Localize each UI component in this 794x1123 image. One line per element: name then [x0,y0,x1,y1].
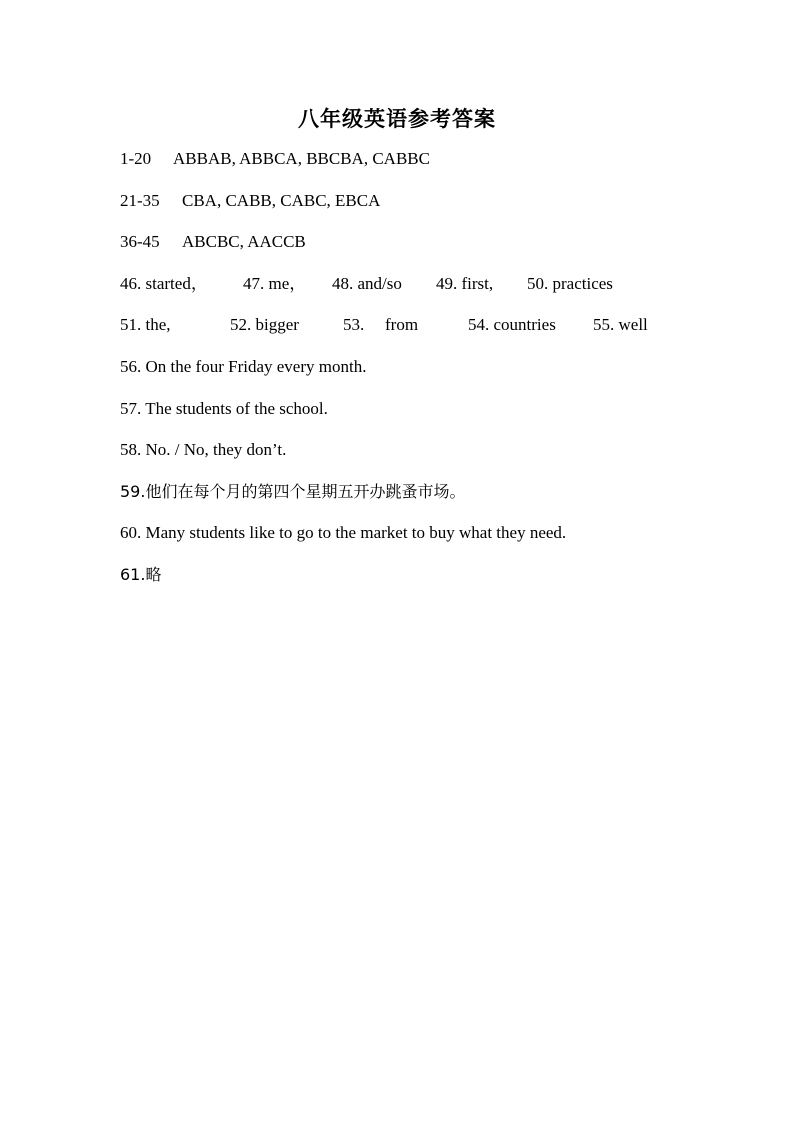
answer-line-57: 57. The students of the school. [120,399,328,418]
answer-line-61: 61.略 [120,565,162,584]
answer-50: 50. practices [527,274,613,293]
answer-text: ABCBC, AACCB [182,232,306,251]
answer-49: 49. first, [436,274,494,293]
answer-text: ABBAB, ABBCA, BBCBA, CABBC [173,149,430,168]
answer-48: 48. and/so [332,274,402,293]
answer-47: 47. me， [243,274,307,293]
answer-52: 52. bigger [230,315,299,334]
question-range: 1-20 [120,149,152,168]
answer-line-56: 56. On the four Friday every month. [120,357,367,376]
answer-55: 55. well [593,315,648,334]
question-range: 21-35 [120,191,160,210]
answer-line-60: 60. Many students like to go to the market to buy what they need. [120,523,567,542]
page-title: 八年级英语参考答案 [298,107,496,131]
answer-text: CBA, CABB, CABC, EBCA [182,191,381,210]
answer-53-word: from [385,315,419,334]
answer-53-number: 53. [343,315,365,334]
answer-46: 46. started， [120,274,208,293]
answer-51: 51. the, [120,315,171,334]
question-range: 36-45 [120,232,160,251]
answer-line-58: 58. No. / No, they don’t. [120,440,287,459]
answer-54: 54. countries [468,315,556,334]
answer-line-59: 59.他们在每个月的第四个星期五开办跳蚤市场。 [120,482,466,501]
